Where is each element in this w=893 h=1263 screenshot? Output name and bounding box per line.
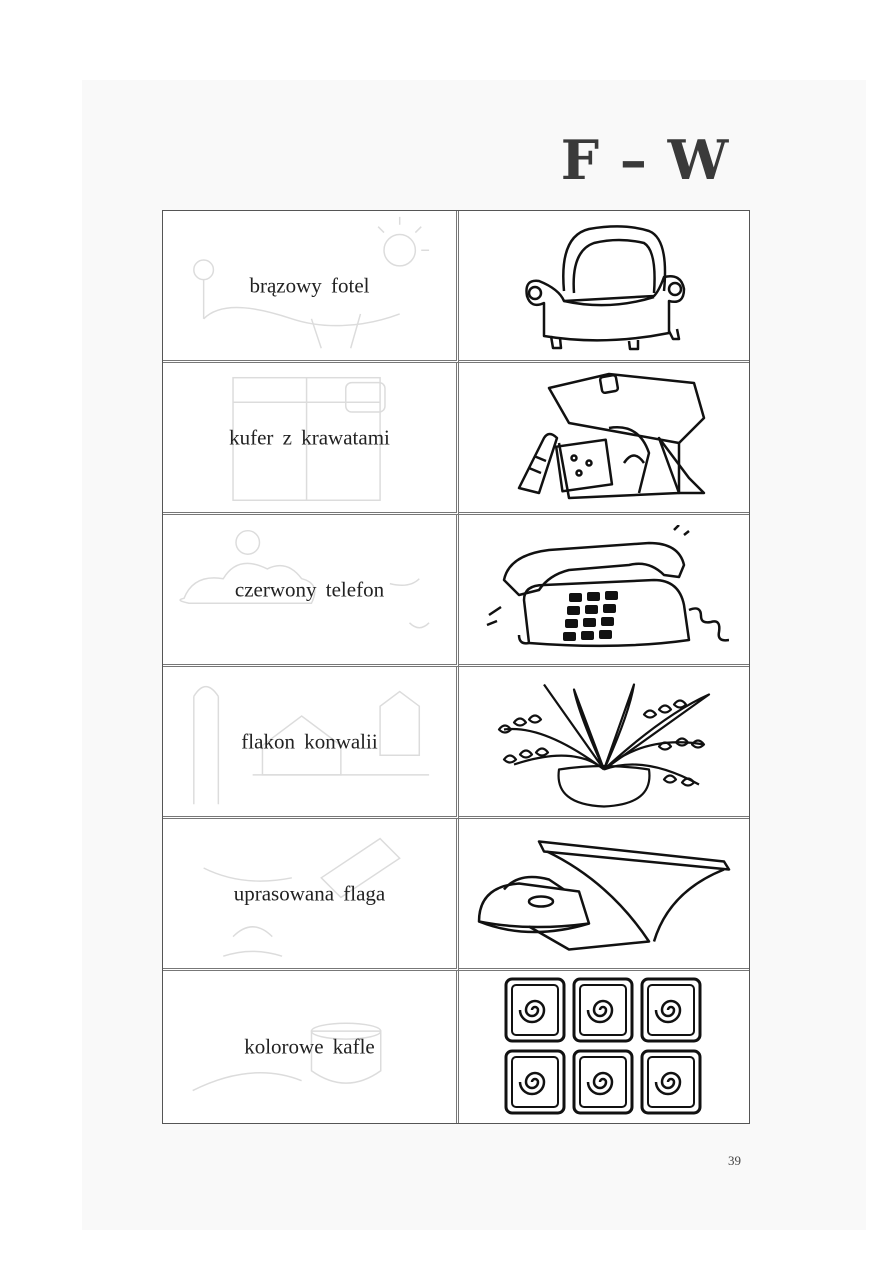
row-label: czerwony telefon xyxy=(234,577,385,601)
tiles-icon xyxy=(504,977,704,1117)
picture-cell xyxy=(459,971,749,1123)
page-number: 39 xyxy=(728,1153,741,1168)
row-label: flakon konwalii xyxy=(241,729,378,753)
iron-and-flag-icon xyxy=(469,831,739,956)
telephone-icon xyxy=(479,525,729,655)
word-picture-table xyxy=(162,210,750,1124)
vase-of-lilies-icon xyxy=(484,674,724,809)
word-cell xyxy=(163,971,459,1123)
row-label: kufer z krawatami xyxy=(229,425,390,449)
picture-cell xyxy=(459,515,749,667)
word-cell xyxy=(163,667,459,819)
word-cell xyxy=(163,363,459,515)
trunk-with-ties-icon xyxy=(489,368,719,508)
word-cell xyxy=(163,819,459,971)
row-label: uprasowana flaga xyxy=(233,881,386,905)
word-cell xyxy=(163,211,459,363)
page-heading: F – W xyxy=(560,128,730,192)
row-label: brązowy fotel xyxy=(249,273,370,297)
row-label: kolorowe kafle xyxy=(244,1034,375,1059)
picture-cell xyxy=(459,211,749,363)
armchair-icon xyxy=(519,221,689,351)
word-cell xyxy=(163,515,459,667)
picture-cell xyxy=(459,363,749,515)
picture-cell xyxy=(459,667,749,819)
picture-cell xyxy=(459,819,749,971)
